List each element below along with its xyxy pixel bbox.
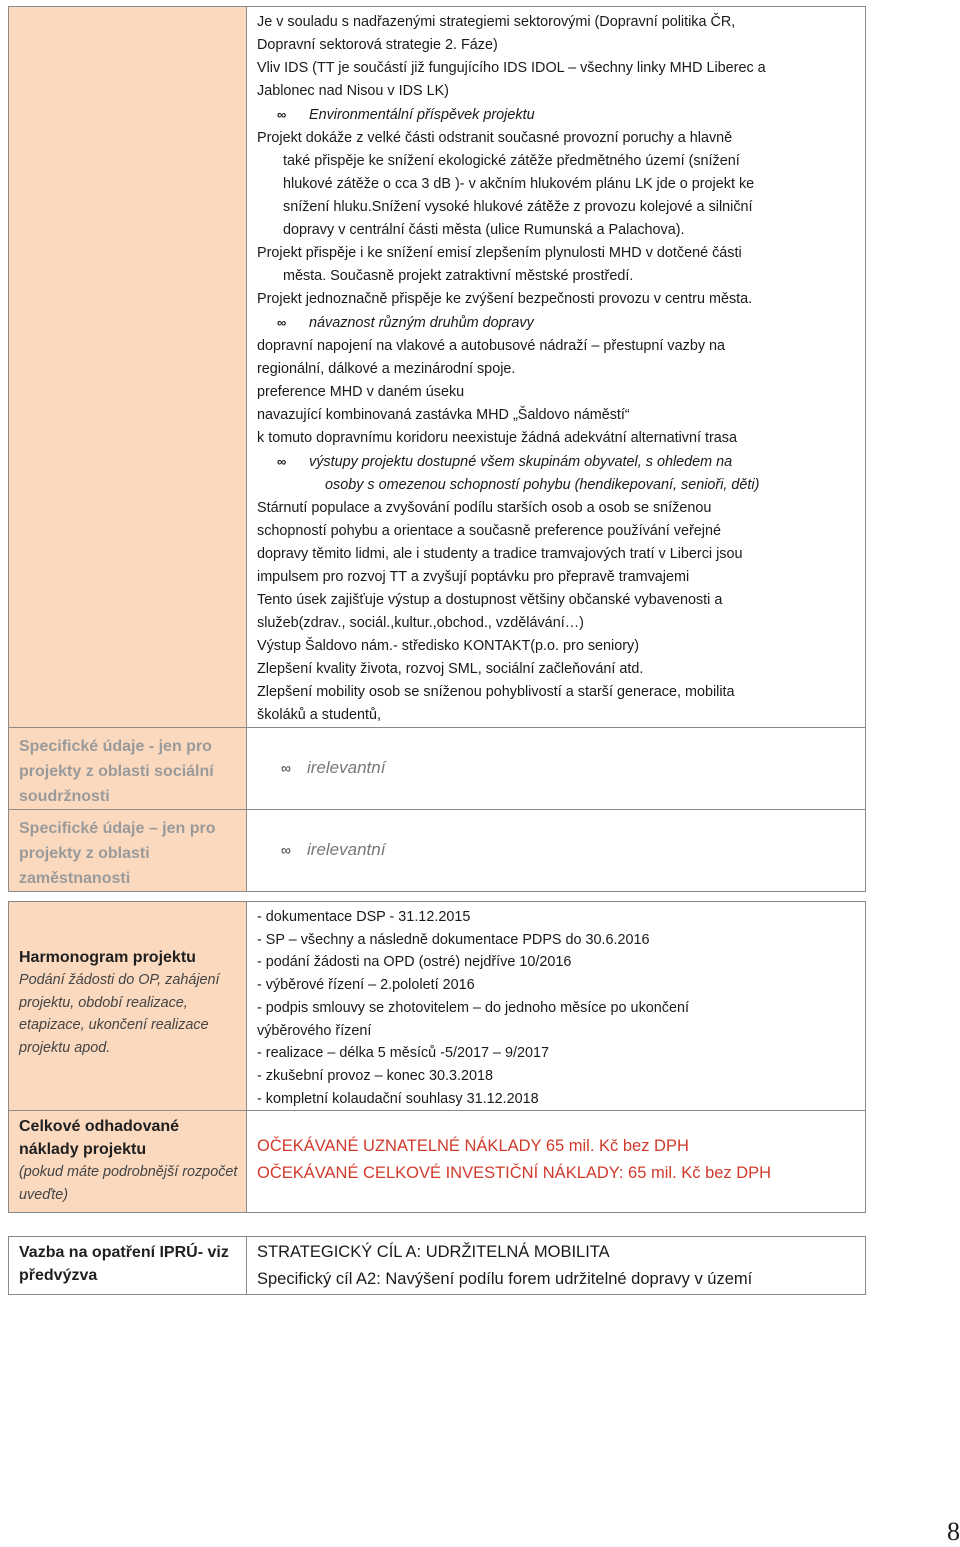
schedule-label-cell xyxy=(9,902,247,1111)
social-cohesion-value-cell xyxy=(247,728,866,810)
text-line xyxy=(257,612,865,635)
line-text: dopravy těmito lidmi, ale i studenty a tradice tramvajových tratí v Liberci jsou xyxy=(257,546,743,562)
text-line xyxy=(257,358,865,381)
text-line xyxy=(257,589,865,612)
infinity-bullet-icon: ∞ xyxy=(277,315,287,330)
line-text: Projekt dokáže z velké části odstranit současné provozní poruchy a hlavně xyxy=(257,130,733,146)
line-text: Výstup Šaldovo nám.- středisko KONTAKT(p.o. pro seniory) xyxy=(257,638,640,654)
project-info-table xyxy=(8,6,866,892)
schedule-line: - výběrové řízení – 2.pololetí 2016 xyxy=(257,977,475,994)
text-line xyxy=(257,57,865,80)
line-text: Je v souladu s nadřazenými strategiemi sektorovými (Dopravní politika ČR, xyxy=(257,14,736,30)
schedule-line: výběrového řízení xyxy=(257,1022,372,1039)
line-text: impulsem pro rozvoj TT a zvyšují poptávku pro přepravě tramvajemi xyxy=(257,569,690,585)
line-text: Projekt jednoznačně přispěje ke zvýšení bezpečnosti provozu v centru města. xyxy=(257,291,753,307)
line-text: dopravní napojení na vlakové a autobusové nádraží – přestupní vazby na xyxy=(257,338,726,354)
line-text: návaznost různým druhům dopravy xyxy=(309,315,534,331)
employment-value-cell xyxy=(247,810,866,892)
text-line xyxy=(257,520,865,543)
irrelevant-text: irelevantní xyxy=(307,840,386,859)
page-number xyxy=(0,1517,960,1547)
line-text: dopravy v centrální části města (ulice Rumunská a Palachova). xyxy=(283,222,685,238)
schedule-hint: Podání žádosti do OP, zahájení projektu, období realizace, etapizace, ukončení realizace projektu apod. xyxy=(19,972,220,1056)
costs-lines xyxy=(257,1133,865,1187)
schedule-value-cell xyxy=(247,902,866,1111)
text-line xyxy=(257,543,865,566)
line-text: Zlepšení mobility osob se sníženou pohyblivostí a starší generace, mobilita xyxy=(257,684,735,700)
line-text: výstupy projektu dostupné všem skupinám obyvatel, s ohledem na xyxy=(309,454,733,470)
ipru-value-cell xyxy=(247,1237,866,1295)
line-text: služeb(zdrav., sociál.,kultur.,obchod., vzdělávání…) xyxy=(257,615,584,631)
ipru-link-table xyxy=(8,1236,866,1295)
costs-hint: (pokud máte podrobnější rozpočet uveďte) xyxy=(19,1164,238,1204)
strategic-goal-line: Specifický cíl A2: Navýšení podílu forem udržitelné dopravy v území xyxy=(257,1270,753,1288)
employment-label-cell xyxy=(9,810,247,892)
text-line xyxy=(257,288,865,311)
text-line xyxy=(257,34,865,57)
bullet-line xyxy=(257,450,865,474)
bullet-line xyxy=(257,311,865,335)
ipru-label-cell xyxy=(9,1237,247,1295)
social-cohesion-label: Specifické údaje - jen pro projekty z oblasti sociální soudržnosti xyxy=(19,738,214,805)
irrelevant-text: irelevantní xyxy=(307,758,386,777)
text-line xyxy=(257,127,865,150)
line-text: navazující kombinovaná zastávka MHD „Šaldovo náměstí“ xyxy=(257,407,630,423)
line-text: Stárnutí populace a zvyšování podílu starších osob a osob se sníženou xyxy=(257,500,712,516)
line-text: Zlepšení kvality života, rozvoj SML, sociální začleňování atd. xyxy=(257,661,644,677)
text-line xyxy=(257,11,865,34)
text-line xyxy=(257,196,865,219)
bullet-line xyxy=(257,103,865,127)
line-text: snížení hluku.Snížení vysoké hlukové zátěže z provozu kolejové a silniční xyxy=(283,199,753,215)
infinity-bullet-icon: ∞ xyxy=(281,842,291,858)
schedule-lines xyxy=(257,906,865,1110)
line-text: hlukové zátěže o cca 3 dB )- v akčním hlukovém plánu LK jde o projekt ke xyxy=(283,176,755,192)
text-line xyxy=(257,704,865,727)
text-line xyxy=(257,658,865,681)
schedule-line: - dokumentace DSP - 31.12.2015 xyxy=(257,909,471,925)
text-line xyxy=(257,150,865,173)
text-line xyxy=(257,566,865,589)
line-text: k tomuto dopravnímu koridoru neexistuje žádná adekvátní alternativní trasa xyxy=(257,430,737,446)
text-line xyxy=(257,381,865,404)
text-line xyxy=(257,265,865,288)
text-line xyxy=(257,404,865,427)
line-text: Environmentální příspěvek projektu xyxy=(309,107,535,123)
text-line xyxy=(257,80,865,103)
bullet-line xyxy=(257,474,865,497)
text-line xyxy=(257,635,865,658)
costs-label-cell xyxy=(9,1111,247,1213)
social-cohesion-value xyxy=(257,732,865,778)
social-cohesion-label-cell xyxy=(9,728,247,810)
line-text: regionální, dálkové a mezinárodní spoje. xyxy=(257,361,516,377)
text-line xyxy=(257,681,865,704)
cost-line: OČEKÁVANÉ CELKOVÉ INVESTIČNÍ NÁKLADY: 65 mil. Kč bez DPH xyxy=(257,1164,772,1183)
schedule-line: - podání žádosti na OPD (ostré) nejdříve 10/2016 xyxy=(257,954,572,971)
line-text: také přispěje ke snížení ekologické zátěže předmětného území (snížení xyxy=(283,153,740,169)
infinity-bullet-icon: ∞ xyxy=(277,454,287,469)
employment-label: Specifické údaje – jen pro projekty z oblasti zaměstnanosti xyxy=(19,820,216,887)
page-number-text: 8 xyxy=(947,1517,960,1546)
line-text: schopností pohybu a orientace a současně preference používání veřejné xyxy=(257,523,722,539)
text-line xyxy=(257,427,865,450)
impact-description-cell xyxy=(247,7,866,728)
schedule-costs-table xyxy=(8,901,866,1213)
line-text: Tento úsek zajišťuje výstup a dostupnost většiny občanské vybavenosti a xyxy=(257,592,723,608)
costs-value-cell xyxy=(247,1111,866,1213)
schedule-line: - zkušební provoz – konec 30.3.2018 xyxy=(257,1067,493,1084)
strategic-goal-line: STRATEGICKÝ CÍL A: UDRŽITELNÁ MOBILITA xyxy=(257,1243,610,1261)
text-line xyxy=(257,173,865,196)
impact-description-lines xyxy=(257,11,865,727)
schedule-line: - kompletní kolaudační souhlasy 31.12.2018 xyxy=(257,1090,539,1107)
text-line xyxy=(257,242,865,265)
text-line xyxy=(257,497,865,520)
schedule-title: Harmonogram projektu xyxy=(19,949,196,966)
line-text: školáků a studentů, xyxy=(257,707,381,723)
schedule-line: - realizace – délka 5 měsíců -5/2017 – 9/2017 xyxy=(257,1045,549,1062)
infinity-bullet-icon: ∞ xyxy=(281,760,291,776)
text-line xyxy=(257,335,865,358)
strategic-goal-lines xyxy=(257,1239,865,1293)
cost-line: OČEKÁVANÉ UZNATELNÉ NÁKLADY 65 mil. Kč bez DPH xyxy=(257,1137,689,1156)
employment-value xyxy=(257,814,865,860)
costs-title: Celkové odhadované náklady projektu xyxy=(19,1118,180,1159)
line-text: Dopravní sektorová strategie 2. Fáze) xyxy=(257,37,498,53)
label-cell-empty xyxy=(9,7,247,728)
line-text: preference MHD v daném úseku xyxy=(257,384,465,400)
line-text: města. Současně projekt zatraktivní městské prostředí. xyxy=(283,268,634,284)
schedule-line: - SP – všechny a následně dokumentace PDPS do 30.6.2016 xyxy=(257,931,650,948)
text-line xyxy=(257,219,865,242)
infinity-bullet-icon: ∞ xyxy=(277,107,287,122)
schedule-line: - podpis smlouvy se zhotovitelem – do jednoho měsíce po ukončení xyxy=(257,999,689,1016)
ipru-label: Vazba na opatření IPRÚ- viz předvýzva xyxy=(19,1244,229,1284)
line-text: Projekt přispěje i ke snížení emisí zlepšením plynulosti MHD v dotčené části xyxy=(257,245,742,261)
line-text: Vliv IDS (TT je součástí již fungujícího IDS IDOL – všechny linky MHD Liberec a xyxy=(257,60,766,76)
line-text: osoby s omezenou schopností pohybu (hendikepovaní, senioři, děti) xyxy=(325,477,760,493)
line-text: Jablonec nad Nisou v IDS LK) xyxy=(257,83,449,99)
